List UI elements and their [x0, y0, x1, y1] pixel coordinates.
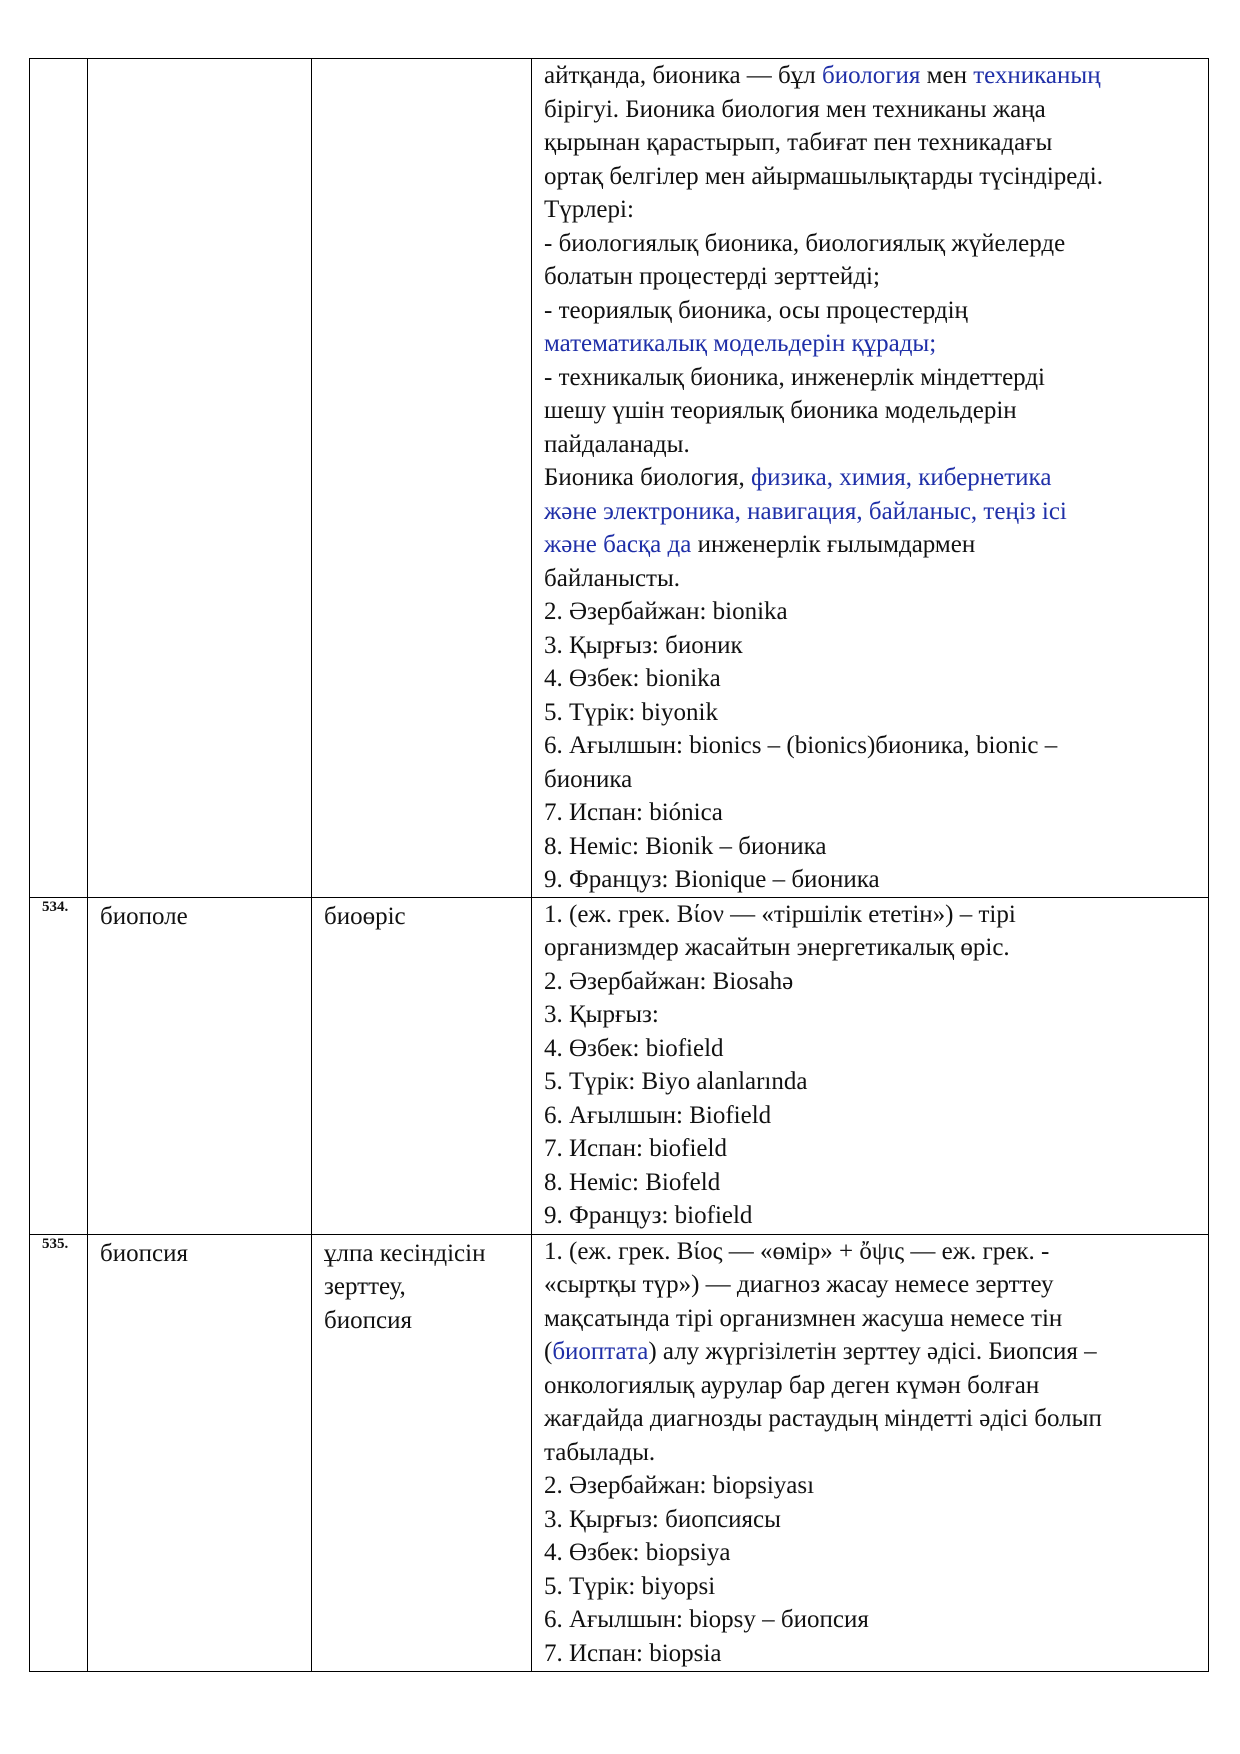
- definition-line: байланысты.: [544, 564, 681, 592]
- definition-line: бірігуі. Бионика биология мен техниканы жаңа: [544, 95, 1046, 123]
- link-bioptata[interactable]: биоптата: [552, 1338, 649, 1365]
- lang-french: 9. Француз: biofield: [544, 1202, 753, 1229]
- definition-line: ортақ белгілер мен айырмашылықтарды түсіндіреді.: [544, 162, 1103, 190]
- lang-kyrgyz: 3. Қырғыз: биопсиясы: [544, 1505, 781, 1533]
- lang-uzbek: 4. Өзбек: biopsiya: [544, 1539, 731, 1566]
- link-math-models[interactable]: математикалық модельдерін құрады;: [544, 330, 937, 357]
- definition-line: және басқа да инженерлік ғылымдармен: [544, 531, 976, 558]
- entry-definition: [532, 1234, 1209, 1671]
- definition-line: пайдаланады.: [544, 430, 690, 458]
- link-cybernetics[interactable]: кибернетика: [918, 464, 1052, 491]
- lang-english: 6. Ағылшын: bionics – (bionics)бионика, bionic –: [544, 732, 1058, 759]
- definition-line: (биоптата) алу жүргізілетін зерттеу әдісі. Биопсия –: [544, 1338, 1097, 1365]
- lang-turkish: 5. Түрік: Biyo alanlarında: [544, 1068, 808, 1095]
- lang-uzbek: 4. Өзбек: biofield: [544, 1034, 724, 1062]
- translation-line: биопсия: [324, 1306, 412, 1334]
- definition-line: табылады.: [544, 1438, 656, 1466]
- lang-turkish: 5. Түрік: biyopsi: [544, 1572, 716, 1600]
- definition-line: айтқанда, бионика — бұл биология мен техниканың: [544, 62, 1101, 89]
- entry-definition: [532, 897, 1209, 1234]
- definition-line: Бионика биология, физика, химия, кибернетика: [544, 464, 1052, 491]
- entry-number: 535.: [30, 1234, 88, 1671]
- entry-number: [30, 59, 88, 898]
- definition-line: - биологиялық бионика, биологиялық жүйелерде: [544, 229, 1066, 257]
- entry-translation: [312, 1234, 532, 1671]
- definition-line: 1. (еж. грек. Bίος — «өмір» + ὄψις — еж. грек. -: [544, 1237, 1050, 1265]
- link-others[interactable]: және басқа да: [544, 531, 692, 558]
- lang-english-cont: бионика: [544, 765, 633, 793]
- entry-translation: [312, 59, 532, 898]
- definition-line: - техникалық бионика, инженерлік міндеттерді: [544, 363, 1046, 391]
- entry-term: биопсия: [88, 1234, 312, 1671]
- entry-term: биополе: [88, 897, 312, 1234]
- definition-line: қырынан қарастырып, табиғат пен техникадағы: [544, 129, 1053, 156]
- lang-azerbaijani: 2. Әзербайжан: bionika: [544, 598, 788, 625]
- definition-line: болатын процестерді зерттейді;: [544, 263, 880, 290]
- link-technique[interactable]: техниканың: [973, 62, 1101, 89]
- link-electronics-line[interactable]: және электроника, навигация, байланыс, теңіз ісі: [544, 497, 1067, 525]
- definition-line: онкологиялық аурулар бар деген күмән болған: [544, 1371, 1040, 1399]
- translation-line: ұлпа кесіндісін: [324, 1239, 486, 1267]
- lang-english: 6. Ағылшын: biopsy – биопсия: [544, 1606, 869, 1633]
- lang-turkish: 5. Түрік: biyonik: [544, 698, 718, 726]
- lang-spanish: 7. Испан: biofield: [544, 1135, 727, 1162]
- definition-line: Түрлері:: [544, 196, 634, 223]
- entry-translation: биоөріс: [312, 897, 532, 1234]
- definition-line: организмдер жасайтын энергетикалық өріс.: [544, 934, 1010, 961]
- link-biology[interactable]: биология: [822, 62, 921, 89]
- lang-azerbaijani: 2. Әзербайжан: Biosahə: [544, 967, 794, 995]
- lang-spanish: 7. Испан: biónica: [544, 799, 723, 826]
- definition-line: 1. (еж. грек. Bίον — «тіршілік ететін») – тірі: [544, 900, 1016, 928]
- definition-line: жағдайда диагнозды растаудың міндетті әдісі болып: [544, 1405, 1102, 1432]
- table-row: [30, 1234, 1209, 1671]
- lang-kyrgyz: 3. Қырғыз:: [544, 1001, 659, 1028]
- entry-term: [88, 59, 312, 898]
- definition-line: мақсатында тірі организмнен жасуша немесе тін: [544, 1304, 1063, 1332]
- link-chemistry[interactable]: химия: [839, 464, 906, 491]
- lang-english: 6. Ағылшын: Biofield: [544, 1101, 772, 1129]
- lang-german: 8. Неміс: Biofeld: [544, 1168, 721, 1196]
- translation-line: зерттеу,: [324, 1273, 406, 1300]
- entry-number: 534.: [30, 897, 88, 1234]
- entry-definition: [532, 59, 1209, 898]
- lang-azerbaijani: 2. Әзербайжан: biopsiyası: [544, 1472, 815, 1499]
- link-physics[interactable]: физика: [750, 464, 827, 491]
- dictionary-table: [29, 58, 1209, 1672]
- table-row: [30, 897, 1209, 1234]
- table-row: [30, 59, 1209, 898]
- lang-french: 9. Француз: Bionique – бионика: [544, 866, 880, 893]
- definition-line: шешу үшін теориялық бионика модельдерін: [544, 397, 1017, 424]
- definition-line: «сыртқы түр») — диагноз жасау немесе зерттеу: [544, 1271, 1054, 1298]
- lang-uzbek: 4. Өзбек: bionika: [544, 665, 721, 692]
- lang-spanish: 7. Испан: biopsia: [544, 1639, 722, 1667]
- lang-kyrgyz: 3. Қырғыз: бионик: [544, 631, 743, 659]
- definition-line: - теориялық бионика, осы процестердің: [544, 296, 968, 324]
- lang-german: 8. Неміс: Bionik – бионика: [544, 832, 827, 860]
